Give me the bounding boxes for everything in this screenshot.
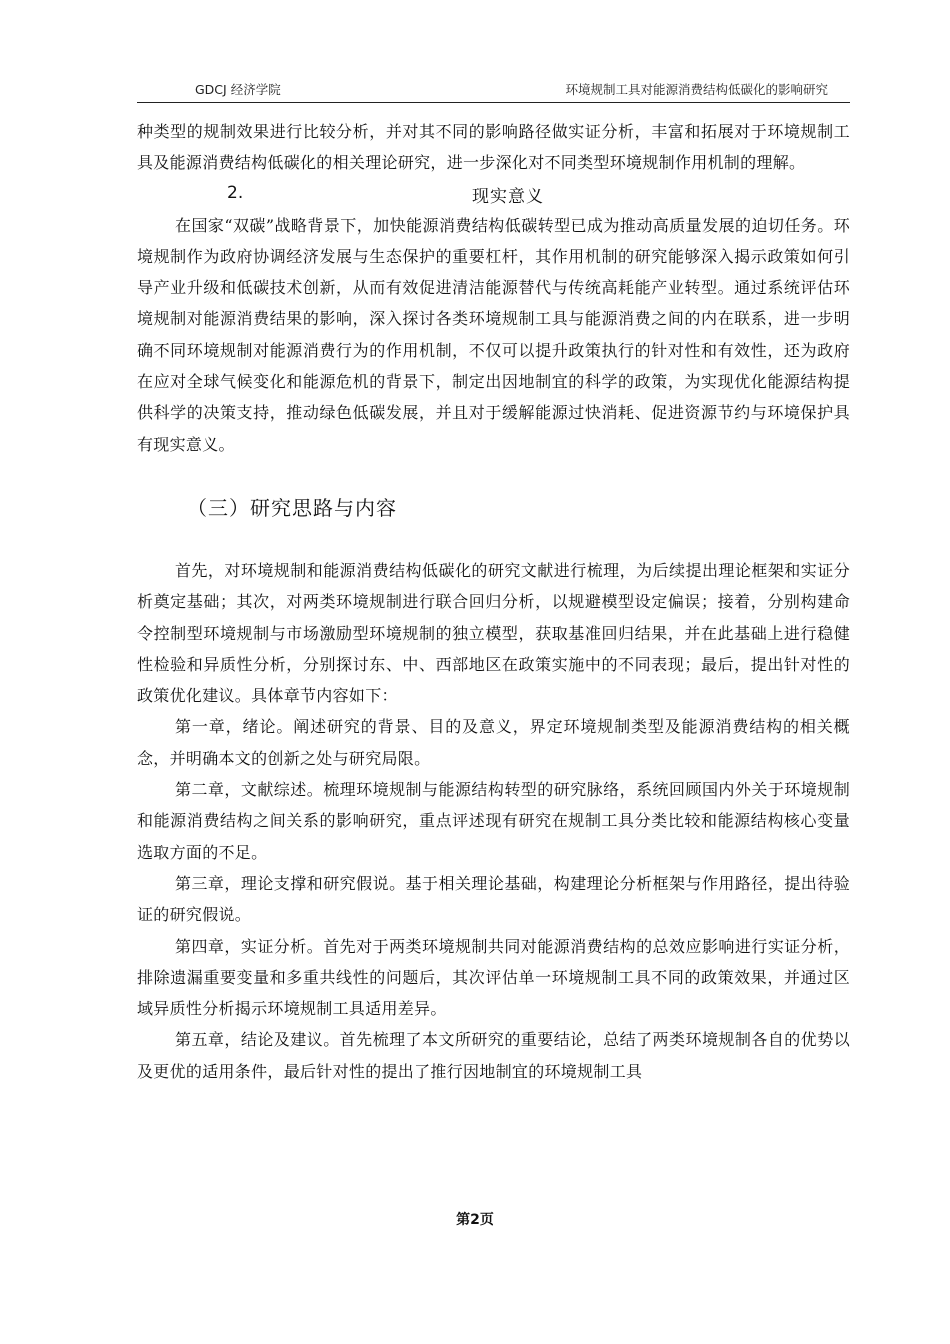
paragraph-intro-continuation: 种类型的规制效果进行比较分析，并对其不同的影响路径做实证分析，丰富和拓展对于环境规制工具及能源消费结构低碳化的相关理论研究，进一步深化对不同类型环境规制作用机制的理解。 [137, 122, 850, 173]
page-number: 第2页 [456, 1212, 494, 1228]
paragraph-practical-significance: 在国家“双碳”战略背景下，加快能源消费结构低碳转型已成为推动高质量发展的迫切任务。环境规制作为政府协调经济发展与生态保护的重要杠杆，其作用机制的研究能够深入揭示政策如何引导产业升级和低碳技术创新，从而有效促进清洁能源替代与传统高耗能产业转型。通过系统评估环境规制对能源消费结果的影响，深入探讨各类环境规制工具与能源消费之间的内在联系，进一步明确不同环境规制对能源消费行为的作用机制，不仅可以提升政策执行的针对性和有效性，还为政府在应对全球气候变化和能源危机的背景下，制定出因地制宜的科学的政策，为实现优化能源结构提供科学的决策支持，推动绿色低碳发展，并且对于缓解能源过快消耗、促进资源节约与环境保护具有现实意义。 [137, 215, 850, 454]
paragraph-chapter-3: 第三章，理论支撑和研究假说。基于相关理论基础，构建理论分析框架与作用路径，提出待验证的研究假说。 [137, 873, 850, 925]
paragraph-chapter-2: 第二章，文献综述。梳理环境规制与能源结构转型的研究脉络，系统回顾国内外关于环境规制和能源消费结构之间关系的影响研究，重点评述现有研究在规制工具分类比较和能源结构核心变量选取方面的不足。 [137, 780, 850, 862]
paragraph-chapter-1: 第一章，绪论。阐述研究的背景、目的及意义，界定环境规制类型及能源消费结构的相关概念，并明确本文的创新之处与研究局限。 [137, 717, 850, 768]
paragraph-chapter-5: 第五章，结论及建议。首先梳理了本文所研究的重要结论，总结了两类环境规制各自的优势以及更优的适用条件，最后针对性的提出了推行因地制宜的环境规制工具 [137, 1030, 850, 1081]
header-thesis-title: 环境规制工具对能源消费结构低碳化的影响研究 [565, 82, 828, 97]
page-header [137, 76, 850, 103]
page-body [137, 116, 850, 1087]
subheading-title: 现实意义 [472, 186, 544, 207]
section-title: （三）研究思路与内容 [187, 495, 397, 520]
subheading-number: 2. [227, 182, 244, 203]
paragraph-research-approach: 首先，对环境规制和能源消费结构低碳化的研究文献进行梳理，为后续提出理论框架和实证分析奠定基础；其次，对两类环境规制进行联合回归分析，以规避模型设定偏误；接着，分别构建命令控制型环境规制与市场激励型环境规制的独立模型，获取基准回归结果，并在此基础上进行稳健性检验和异质性分析，分别探讨东、中、西部地区在政策实施中的不同表现；最后，提出针对性的政策优化建议。具体章节内容如下： [137, 560, 850, 706]
header-school: GDCJ 经济学院 [195, 82, 281, 97]
subheading-practical-significance [137, 179, 850, 210]
paragraph-chapter-4: 第四章，实证分析。首先对于两类环境规制共同对能源消费结构的总效应影响进行实证分析，排除遗漏重要变量和多重共线性的问题后，其次评估单一环境规制工具不同的政策效果，并通过区域异质性分析揭示环境规制工具适用差异。 [137, 936, 850, 1019]
